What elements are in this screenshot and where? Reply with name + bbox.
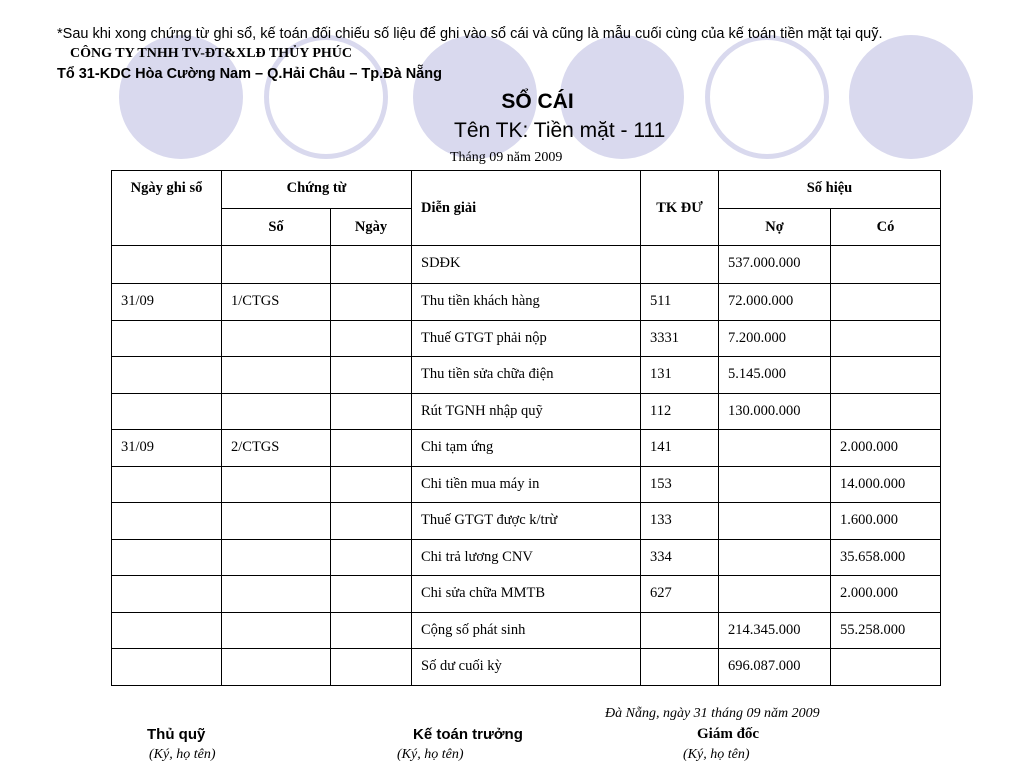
cell-voucher-no <box>222 503 331 540</box>
table-row <box>112 466 941 503</box>
cell-contra: 133 <box>641 503 719 540</box>
cell-debit <box>719 466 831 503</box>
cell-voucher-no <box>222 466 331 503</box>
account-name: Tên TK: Tiền mặt - 111 <box>454 119 666 142</box>
cell-voucher-date <box>331 649 412 686</box>
cell-contra <box>641 246 719 284</box>
cell-voucher-date <box>331 393 412 430</box>
cell-description: Số dư cuối kỳ <box>412 649 641 686</box>
cell-credit: 1.600.000 <box>831 503 941 540</box>
table-row <box>112 246 941 284</box>
table-row <box>112 539 941 576</box>
cell-contra <box>641 649 719 686</box>
cell-credit <box>831 649 941 686</box>
cell-voucher-date <box>331 539 412 576</box>
cell-debit: 7.200.000 <box>719 320 831 357</box>
cell-voucher-no <box>222 246 331 284</box>
cell-voucher-no <box>222 393 331 430</box>
cell-voucher-no <box>222 649 331 686</box>
cell-contra: 511 <box>641 284 719 321</box>
place-and-date: Đà Nẵng, ngày 31 tháng 09 năm 2009 <box>605 706 820 721</box>
cell-debit: 537.000.000 <box>719 246 831 284</box>
cell-contra: 112 <box>641 393 719 430</box>
cell-credit: 14.000.000 <box>831 466 941 503</box>
cell-debit <box>719 430 831 467</box>
cell-voucher-date <box>331 430 412 467</box>
cell-debit <box>719 576 831 613</box>
cell-date <box>112 357 222 394</box>
cell-contra <box>641 612 719 649</box>
cell-debit: 72.000.000 <box>719 284 831 321</box>
header-date: Ngày ghi sổ <box>112 171 222 246</box>
cell-credit: 35.658.000 <box>831 539 941 576</box>
signature-sub-chief-accountant: (Ký, họ tên) <box>397 747 464 762</box>
cell-debit: 130.000.000 <box>719 393 831 430</box>
cell-date <box>112 246 222 284</box>
cell-date <box>112 320 222 357</box>
table-row <box>112 430 941 467</box>
cell-voucher-date <box>331 576 412 613</box>
cell-date <box>112 576 222 613</box>
cell-description: Thu tiền khách hàng <box>412 284 641 321</box>
table-row-total <box>112 612 941 649</box>
cell-voucher-no <box>222 357 331 394</box>
cell-description: Chi tiền mua máy in <box>412 466 641 503</box>
cell-description: Chi sửa chữa MMTB <box>412 576 641 613</box>
table-row <box>112 284 941 321</box>
cell-contra: 131 <box>641 357 719 394</box>
cell-description: Thuế GTGT phải nộp <box>412 320 641 357</box>
cell-contra: 153 <box>641 466 719 503</box>
signature-title-chief-accountant: Kế toán trưởng <box>413 726 523 743</box>
cell-date <box>112 649 222 686</box>
cell-date: 31/09 <box>112 430 222 467</box>
cell-voucher-date <box>331 612 412 649</box>
table-row <box>112 320 941 357</box>
cell-credit: 2.000.000 <box>831 576 941 613</box>
cell-date <box>112 539 222 576</box>
signature-title-cashier: Thủ quỹ <box>147 726 206 743</box>
cell-date <box>112 612 222 649</box>
cell-description: Chi trả lương CNV <box>412 539 641 576</box>
cell-date: 31/09 <box>112 284 222 321</box>
cell-debit: 696.087.000 <box>719 649 831 686</box>
cell-voucher-no <box>222 576 331 613</box>
header-voucher-date: Ngày <box>331 209 412 246</box>
cell-contra: 334 <box>641 539 719 576</box>
cell-debit: 214.345.000 <box>719 612 831 649</box>
cell-voucher-no <box>222 539 331 576</box>
cell-date <box>112 503 222 540</box>
cell-debit <box>719 503 831 540</box>
cell-contra: 627 <box>641 576 719 613</box>
cell-credit <box>831 320 941 357</box>
signature-title-director: Giám đốc <box>697 726 760 742</box>
cell-voucher-no <box>222 320 331 357</box>
header-voucher-no: Số <box>222 209 331 246</box>
cell-voucher-no: 1/CTGS <box>222 284 331 321</box>
table-row-closing-balance <box>112 649 941 686</box>
cell-voucher-date <box>331 357 412 394</box>
cell-date <box>112 393 222 430</box>
cell-description: SDĐK <box>412 246 641 284</box>
signature-sub-cashier: (Ký, họ tên) <box>149 747 216 762</box>
header-description: Diễn giải <box>412 171 641 246</box>
ledger-table <box>111 170 941 686</box>
header-debit: Nợ <box>719 209 831 246</box>
intro-note: *Sau khi xong chứng từ ghi sổ, kế toán đối chiếu số liệu để ghi vào sổ cái và cũng là mẫu cuối cùng của kế toán tiền mặt tại quỹ. <box>57 26 883 42</box>
cell-debit: 5.145.000 <box>719 357 831 394</box>
cell-credit <box>831 357 941 394</box>
cell-description: Cộng số phát sinh <box>412 612 641 649</box>
cell-description: Thuế GTGT được k/trừ <box>412 503 641 540</box>
cell-credit <box>831 246 941 284</box>
cell-voucher-date <box>331 246 412 284</box>
signature-sub-director: (Ký, họ tên) <box>683 747 750 762</box>
cell-description: Thu tiền sửa chữa điện <box>412 357 641 394</box>
table-row <box>112 576 941 613</box>
cell-voucher-date <box>331 320 412 357</box>
cell-voucher-date <box>331 466 412 503</box>
cell-voucher-date <box>331 503 412 540</box>
cell-credit <box>831 393 941 430</box>
table-row <box>112 393 941 430</box>
page-title: SỔ CÁI <box>501 90 574 113</box>
cell-contra: 141 <box>641 430 719 467</box>
cell-credit: 2.000.000 <box>831 430 941 467</box>
period-label: Tháng 09 năm 2009 <box>450 150 563 165</box>
cell-credit: 55.258.000 <box>831 612 941 649</box>
header-voucher: Chứng từ <box>222 171 412 209</box>
cell-description: Chi tạm ứng <box>412 430 641 467</box>
cell-voucher-date <box>331 284 412 321</box>
cell-contra: 3331 <box>641 320 719 357</box>
cell-debit <box>719 539 831 576</box>
cell-voucher-no <box>222 612 331 649</box>
table-row <box>112 357 941 394</box>
header-amount: Số hiệu <box>719 171 941 209</box>
cell-credit <box>831 284 941 321</box>
cell-date <box>112 466 222 503</box>
company-name: CÔNG TY TNHH TV-ĐT&XLĐ THỦY PHÚC <box>70 46 352 61</box>
table-row <box>112 503 941 540</box>
header-credit: Có <box>831 209 941 246</box>
header-contra-account: TK ĐƯ <box>641 171 719 246</box>
company-address: Tổ 31-KDC Hòa Cường Nam – Q.Hải Châu – Tp.Đà Nẵng <box>57 66 442 82</box>
cell-voucher-no: 2/CTGS <box>222 430 331 467</box>
cell-description: Rút TGNH nhập quỹ <box>412 393 641 430</box>
